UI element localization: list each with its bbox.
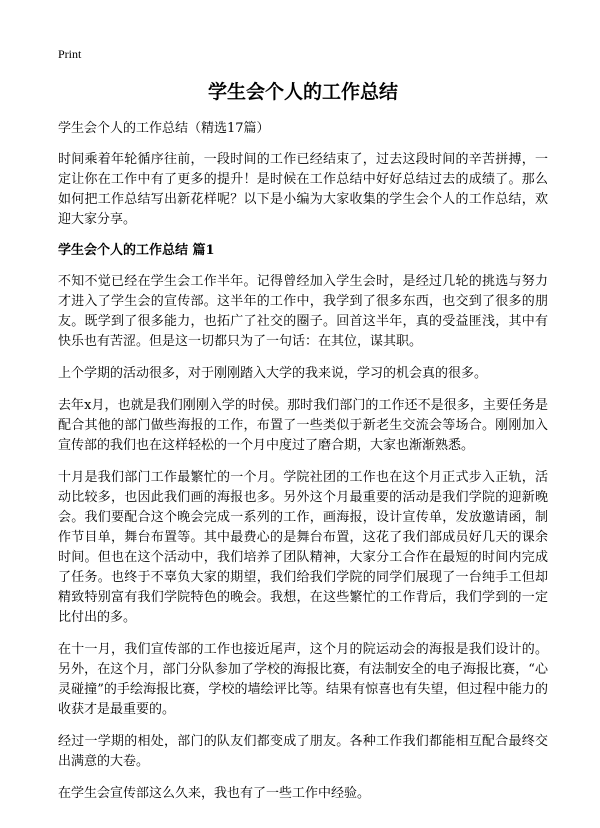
body-paragraph-5: 在十一月，我们宣传部的工作也接近尾声，这个月的院运动会的海报是我们设计的。另外，在这个月，部门分队参加了学校的海报比赛，有法制安全的电子海报比赛，“心灵碰撞”的手绘海报比赛，学校的墙绘评比等。结果有惊喜也有失望，但过程中能力的收获才是最重要的。 [58,642,548,717]
section-heading: 学生会个人的工作总结 篇1 [58,243,215,258]
body-paragraph-3: 去年x月，也就是我们刚刚入学的时侯。那时我们部门的工作还不是很多，主要任务是配合其他的部门做些海报的工作，布置了一些类似于新老生交流会等场合。刚刚加入宣传部的我们也在这样轻松的一个月中度过了磨合期，大家也渐渐熟悉。 [58,398,548,453]
body-paragraph-1: 不知不觉已经在学生会工作半年。记得曾经加入学生会时，是经过几轮的挑选与努力才进入了学生会的宣传部。这半年的工作中，我学到了很多东西，也交到了很多的朋友。既学到了很多能力，也拓广了社交的圈子。回首这半年，真的受益匪浅，其中有快乐也有苦涩。但是这一切都只为了一句话：在其位，谋其职。 [58,274,548,349]
body-paragraph-2: 上个学期的活动很多，对于刚刚踏入大学的我来说，学习的机会真的很多。 [58,366,488,381]
body-paragraph-7: 在学生会宣传部这么久来，我也有了一些工作中经验。 [58,786,371,801]
body-paragraph-4: 十月是我们部门工作最繁忙的一个月。学院社团的工作也在这个月正式步入正轨，活动比较多，也因此我们画的海报也多。另外这个月最重要的活动是我们学院的迎新晚会。我们要配合这个晚会完成一系列的工作，画海报，设计宣传单，发放邀请函，制作节目单，舞台布置等。其中最费心的是舞台布置，这花了我们部成员好几天的课余时间。但也在这个活动中，我们培养了团队精神，大家分工合作在最短的时间内完成了任务。也终于不辜负大家的期望，我们给我们学院的同学们展现了一台纯手工但却精致特别富有我们学院特色的晚会。我想，在这些繁忙的工作背后，我们学到的一定比付出的多。 [58,470,548,625]
document-body [58,150,548,816]
document-subtitle: 学生会个人的工作总结（精选17篇） [58,121,270,136]
body-paragraph-6: 经过一学期的相处，部门的队友们都变成了朋友。各种工作我们都能相互配合最终交出满意的大卷。 [58,734,548,769]
intro-paragraph: 时间乘着年轮循序往前，一段时间的工作已经结束了，过去这段时间的辛苦拼搏，一定让你在工作中有了更多的提升！是时候在工作总结中好好总结过去的成绩了。那么如何把工作总结写出新花样呢？以下是小编为大家收集的学生会个人的工作总结，欢迎大家分享。 [58,152,548,227]
document-title: 学生会个人的工作总结 [207,81,398,103]
print-label: Print [58,47,82,61]
